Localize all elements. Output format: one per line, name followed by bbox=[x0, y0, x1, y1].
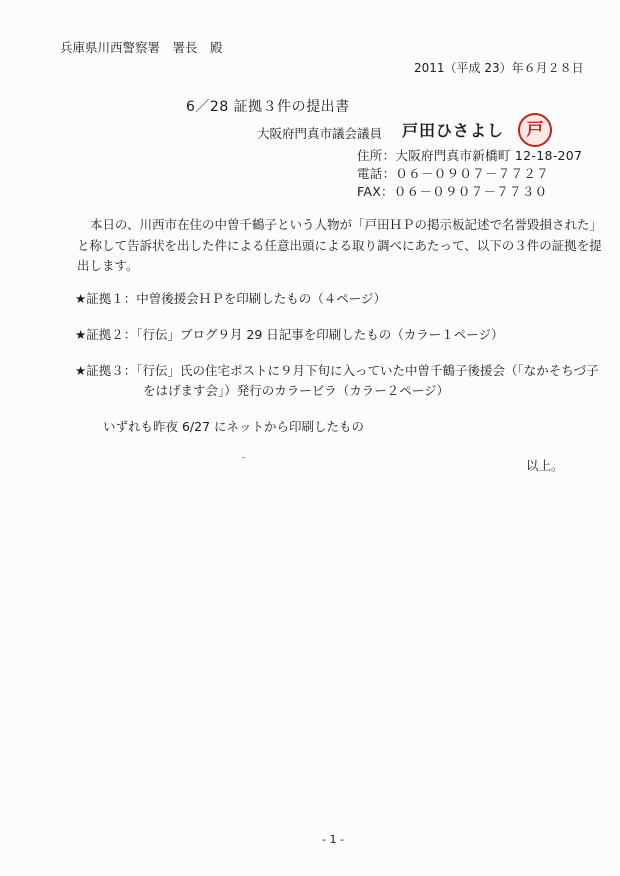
sender-address: 住所：大阪府門真市新橋町 12-18-207 bbox=[357, 148, 583, 163]
sender-name: 戸田ひさよし bbox=[402, 121, 505, 140]
document-title: 6／28 証拠３件の提出書 bbox=[186, 99, 350, 115]
paper-speck bbox=[242, 457, 245, 458]
seal-character: 戸 bbox=[526, 120, 544, 140]
printing-note: いずれも昨夜 6/27 にネットから印刷したもの bbox=[103, 419, 365, 434]
body-paragraph-line-2: と称して告訴状を出した件による任意出頭による取り調べにあたって、以下の３件の証拠を提 bbox=[77, 238, 602, 253]
addressee: 兵庫県川西警察署 署長 殿 bbox=[60, 40, 223, 55]
document-date: 2011（平成 23）年６月２８日 bbox=[414, 61, 584, 75]
seal-stamp-icon bbox=[518, 113, 552, 147]
sender-phone: 電話：０６－０９０７－７７２７ bbox=[357, 166, 550, 181]
body-paragraph-line-1: 本日の、川西市在住の中曽千鶴子という人物が「戸田ＨＰの掲示板記述で名誉毀損された」 bbox=[90, 217, 603, 232]
closing-remark: 以上。 bbox=[526, 458, 564, 473]
body-paragraph-line-3: 出します。 bbox=[77, 258, 139, 273]
evidence-item-3-line-2: をはげます会」）発行のカラービラ（カラー２ページ） bbox=[143, 383, 450, 398]
evidence-item-1: ★証拠１：中曽後援会ＨＰを印刷したもの（４ページ） bbox=[75, 291, 386, 306]
evidence-item-3-line-1: ★証拠３：「行伝」氏の住宅ポストに９月下旬に入っていた中曽千鶴子後援会（「なかそちづ子 bbox=[75, 363, 599, 378]
page-number: - 1 - bbox=[322, 833, 344, 846]
evidence-item-2: ★証拠２：「行伝」ブログ９月 29 日記事を印刷したもの（カラー１ページ） bbox=[75, 327, 504, 342]
sender-organization: 大阪府門真市議会議員 bbox=[257, 126, 383, 141]
sender-fax: FAX：０６－０９０７－７７３０ bbox=[357, 184, 548, 199]
